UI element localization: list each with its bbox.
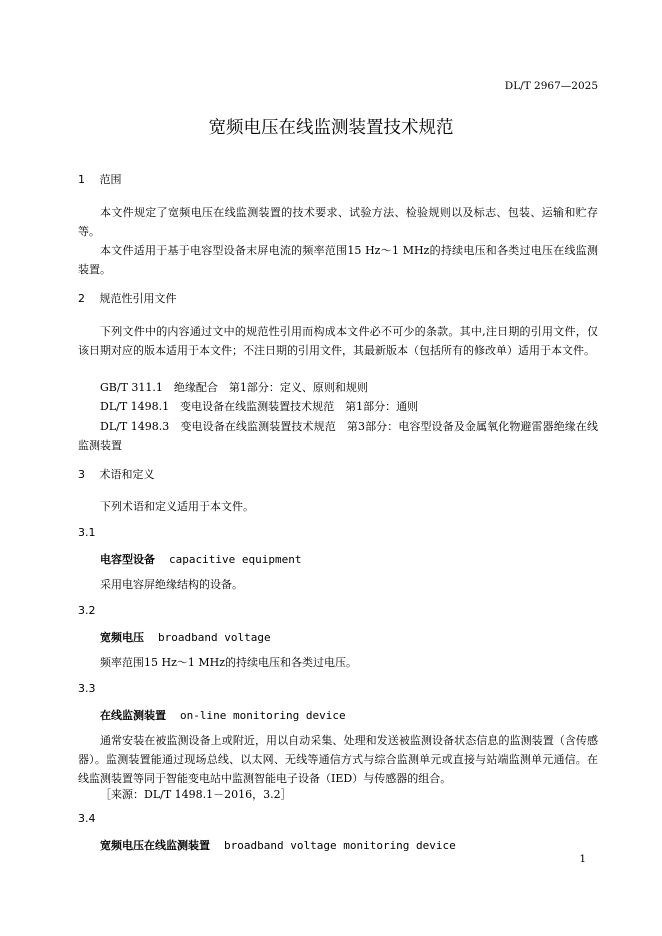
term-definition: 通常安装在被监测设备上或附近，用以自动采集、处理和发送被监测设备状态信息的监测装置（含传感器）。监测装置能通过现场总线、以太网、无线等通信方式与综合监测单元或直接与站端监测单元通信。在线监测装置等同于智能变电站中监测智能电子设备（IED）与传感器的组合。 — [78, 734, 598, 785]
page-number: 1 — [579, 853, 586, 865]
term-title — [100, 837, 456, 853]
term-number: 3.1 — [78, 526, 96, 539]
section-2-heading — [78, 290, 177, 306]
section-number: 2 — [78, 292, 85, 305]
normative-reference: GB/T 311.1 绝缘配合 第1部分：定义、原则和规则 — [100, 381, 368, 394]
term-number: 3.2 — [78, 604, 96, 617]
section-2-paragraph-1: 下列文件中的内容通过文中的规范性引用而构成本文件必不可少的条款。其中,注日期的引用文件，仅该日期对应的版本适用于本文件；不注日期的引用文件，其最新版本（包括所有的修改单）适用于本文件。 — [78, 325, 598, 357]
section-3-heading — [78, 466, 155, 482]
section-number: 1 — [78, 173, 85, 186]
section-1-paragraph-1: 本文件规定了宽频电压在线监测装置的技术要求、试验方法、检验规则以及标志、包装、运输和贮存等。 — [78, 206, 598, 238]
term-number: 3.3 — [78, 682, 96, 695]
term-title — [100, 707, 346, 723]
term-english: capacitive equipment — [169, 553, 302, 566]
section-title: 规范性引用文件 — [99, 292, 177, 305]
normative-reference: DL/T 1498.3 变电设备在线监测装置技术规范 第3部分：电容型设备及金属氧化物避雷器绝缘在线监测装置 — [78, 420, 598, 452]
term-definition: 采用电容屏绝缘结构的设备。 — [100, 578, 243, 591]
normative-reference: DL/T 1498.1 变电设备在线监测装置技术规范 第1部分：通则 — [100, 400, 419, 413]
document-code: DL/T 2967—2025 — [504, 80, 598, 92]
section-title: 术语和定义 — [99, 468, 155, 481]
section-3-intro: 下列术语和定义适用于本文件。 — [100, 500, 254, 513]
term-english: on-line monitoring device — [180, 709, 346, 722]
term-title — [100, 551, 301, 567]
document-title: 宽频电压在线监测装置技术规范 — [208, 118, 454, 138]
section-1-heading — [78, 171, 122, 187]
term-chinese: 在线监测装置 — [100, 709, 166, 722]
term-english: broadband voltage — [158, 631, 271, 644]
section-number: 3 — [78, 468, 85, 481]
term-source: ［来源：DL/T 1498.1－2016，3.2］ — [100, 788, 292, 801]
term-english: broadband voltage monitoring device — [224, 839, 456, 852]
term-definition: 频率范围15 Hz～1 MHz的持续电压和各类过电压。 — [100, 656, 358, 669]
section-title: 范围 — [99, 173, 122, 186]
term-chinese: 宽频电压在线监测装置 — [100, 839, 210, 852]
term-number: 3.4 — [78, 812, 96, 825]
term-chinese: 电容型设备 — [100, 553, 155, 566]
term-chinese: 宽频电压 — [100, 631, 144, 644]
section-1-paragraph-2: 本文件适用于基于电容型设备末屏电流的频率范围15 Hz～1 MHz的持续电压和各类过电压在线监测装置。 — [78, 244, 598, 276]
term-title — [100, 629, 271, 645]
